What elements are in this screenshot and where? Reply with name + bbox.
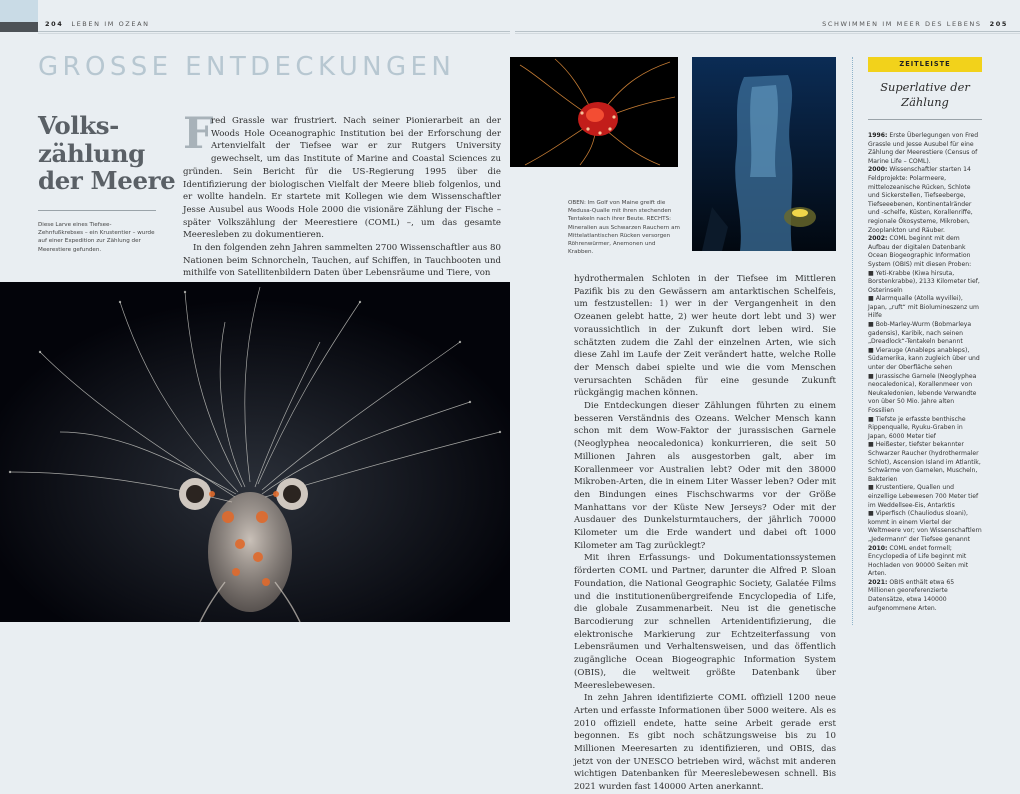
headline-line-2: zählung	[38, 138, 145, 168]
timeline-entry	[868, 484, 982, 510]
col2-paragraph-1: hydrothermalen Schloten in der Tiefsee im Mittleren Pazifik bis zu den Gewässern am antarktischen Schelfeis, um festzustellen: 1) wer in der Vergangenheit in den Ozeanen gelebt hatte, 2) wer heute dort lebt und 3) wer voraussichtlich in der Zukunft dort leben wird. Sie schätzten zudem die Zahl der einzelnen Arten, wie sich diese Zahl im Laufe der Zeit verändert hatte, welche Rolle der Mensch dabei spielte und wie die vom Menschen verursachten Schäden für eine gesunde Zukunft rückgängig machen können.	[574, 274, 836, 399]
timeline-text: Wissenschaftler starten 14 Feldprojekte: Polarmeere, mittelozeanische Rücken, Schlote und Sickerstellen, Tiefseeberge, Tiefseeebenen, Kontinentalränder und -schelfe, Küsten, Korallenriffe, regionale Ökosysteme, Mikroben, Zooplankton und Räuber.	[868, 166, 973, 234]
left-running-header: 204 LEBEN IM OZEAN	[45, 20, 150, 28]
timeline-entry	[868, 510, 982, 544]
col2-paragraph-3: Mit ihren Erfassungs- und Dokumentationssystemen förderten COML und Partner, darunter die Alfred P. Sloan Foundation, die National Geographic Society, Galatée Films und die institutionenübergreifende Encyclopedia of Life, die globale Zusammenarbeit. Neu ist die genetische Barcodierung zur schnellen Artenidentifizierung, die elektronische Markierung zur Echtzeiterfassung von Lebensräumen und Verhaltensweisen, und das öffentlich zugängliche Ocean Biogeographic Information System (OBIS), die weltweit größte Datenbank über Meereslebewesen.	[574, 553, 836, 691]
article-column-2	[574, 273, 836, 793]
timeline-entry	[868, 373, 982, 416]
timeline-text: ■ Jurassische Garnele (Neoglyphea neocaledonica), Korallenmeer von Neukaledonien, lebende Verwandte von über 50 Mio. Jahre alten Fossilien	[868, 372, 977, 414]
timeline-entry	[868, 235, 982, 269]
timeline-year: 2000:	[868, 166, 888, 174]
timeline-year: 1996:	[868, 132, 888, 139]
right-running-header: SCHWIMMEN IM MEER DES LEBENS 205	[822, 20, 1008, 28]
larva-photo	[0, 282, 510, 622]
headline-rule	[38, 210, 156, 211]
timeline-entry	[868, 270, 982, 296]
timeline-text: ■ Heißester, tiefster bekannter Schwarzer Raucher (hydrothermaler Schlot), Ascension Island im Atlantik, Schwärme von Garnelen, Muscheln, Bakterien	[868, 441, 981, 483]
timeline-list	[868, 132, 982, 624]
timeline-entry	[868, 347, 982, 373]
col1-paragraph-1: red Grassle war frustriert. Nach seiner Pionierarbeit an der Woods Hole Oceanographic Institution bei der Erforschung der Artenvielfalt der Tiefsee war er zur Rutgers University gewechselt, um das Institute of Marine and Coastal Sciences zu gründen. Sein Bericht für die US-Regierung 1995 über die Identifizierung der biologischen Vielfalt der Meere blieb folgenlos, und er wollte handeln. Er startete mit Kollegen wie dem Wissenschaftler Jesse Ausubel aus Woods Hole 2000 die visionäre Zählung der Fische – später Volkszählung der Meerestiere (COML) –, um das gesamte Meeresleben zu dokumentieren.	[183, 116, 501, 241]
timeline-text: ■ Bob-Marley-Wurm (Bobmarleya gadensis), Karibik, nach seinen „Dreadlock“-Tentakeln benannt	[868, 321, 972, 346]
timeline-text: Erste Überlegungen von Fred Grassle und Jesse Ausubel für eine Zählung der Meerestiere (Census of Marine Life – COML).	[868, 132, 979, 165]
timeline-year: 2021:	[868, 578, 888, 586]
timeline-text: ■ Viperfisch (Chauliodus sloani), kommt in einem Viertel der Weltmeere vor; von Wissenschaftlern „Jedermann“ der Tiefsee genannt	[868, 510, 982, 543]
section-title: GROSSE ENTDECKUNGEN	[38, 52, 456, 82]
timeline-text: OBIS enthält etwa 65 Millionen georeferenzierte Datensätze, etwa 140000 aufgenommene Arten.	[868, 578, 955, 612]
timeline-entry	[868, 295, 982, 321]
black-smoker-illustration	[692, 57, 836, 251]
col2-paragraph-2: Die Entdeckungen dieser Zählungen führten zu einem besseren Verständnis des Ozeans. Welcher Mensch kann schon mit dem Wow-Faktor der jurassischen Garnele (Neoglyphea neocaledonica) konkurrieren, die seit 50 Millionen Jahren als ausgestorben galt, aber im Korallenmeer vor Australien lebt? Oder mit den 38000 Mikroben-Arten, die in einem Liter Wasser leben? Oder mit den Bindungen eines Fischschwarms vor der Größe Manhattans vor der Küste New Jerseys? Oder mit der Ausdauer des Dunkelsturmtauchers, der jährlich 70000 Kilometer um die Erde wandert und dabei oft 1000 Kilometer am Tag zurücklegt?	[574, 401, 836, 551]
timeline-text: ■ Tiefste je erfasste benthische Rippenqualle, Ryuku-Graben in Japan, 6000 Meter tief	[868, 415, 966, 440]
medusa-photo	[510, 57, 678, 167]
header-rule-right	[515, 31, 1020, 32]
timeline-text: ■ Yeti-Krabbe (Kiwa hirsuta, Borstenkrabbe), 2133 Kilometer tief, Osterinseln	[868, 269, 980, 294]
timeline-entry	[868, 545, 982, 579]
timeline-year: 2010:	[868, 544, 888, 552]
timeline-entry	[868, 166, 982, 235]
left-tab-dark	[0, 22, 38, 32]
timeline-entry	[868, 132, 982, 166]
timeline-entry	[868, 579, 982, 613]
headline-line-3: der Meere	[38, 166, 176, 195]
medusa-illustration	[510, 57, 678, 167]
timeline-title: Superlative der Zählung	[880, 80, 970, 109]
timeline-text: COML beginnt mit dem Aufbau der digitalen Datenbank Ocean Biogeographic Information System (OBIS) mit diesen Proben:	[868, 235, 972, 268]
timeline-text: ■ Alarmqualle (Atolla wyvillei), Japan, „ruft“ mit Biolumineszenz um Hilfe	[868, 295, 979, 320]
timeline-entry	[868, 441, 982, 484]
headline-line-1: Volks-	[38, 111, 119, 140]
timeline-title-rule	[868, 119, 982, 120]
black-smoker-photo	[692, 57, 836, 251]
timeline-text: ■ Vierauge (Anableps anableps), Südamerika, kann zugleich über und unter der Oberfläche sehen	[868, 346, 980, 372]
header-rule-right-2	[515, 33, 1020, 34]
header-rule-left-2	[38, 33, 510, 34]
timeline-entry	[868, 321, 982, 347]
timeline-label: ZEITLEISTE	[868, 57, 982, 72]
article-headline	[38, 112, 175, 195]
dropcap: F	[183, 109, 214, 159]
larva-caption: Diese Larve eines Tiefsee-Zehnfußkrebses – ein Krustentier – wurde auf einer Expedition zur Zählung der Meerestiere gefunden.	[38, 222, 155, 253]
header-rule-left	[38, 31, 510, 32]
col1-paragraph-2: In den folgenden zehn Jahren sammelten 2700 Wissenschaftler aus 80 Nationen beim Schnorcheln, Tauchen, auf Schiffen, in Tauchbooten und mithilfe von Satellitenbildern Daten über Lebensräume und Tiere, von	[183, 243, 501, 279]
larva-illustration	[0, 282, 510, 622]
col2-paragraph-4: In zehn Jahren identifizierte COML offiziell 1200 neue Arten und erfasste Informationen über 5000 weitere. Als es 2010 offiziell endete, hatte seine Arbeit gerade erst begonnen. Es gibt noch schätzungsweise bis zu 10 Millionen Meeresarten zu identifizieren, und OBIS, das jetzt von der UNESCO betrieben wird, wächst mit anderen wichtigen Datenbanken für Meereslebewesen schnell. Bis 2021 wurden fast 140000 Arten anerkannt.	[574, 693, 836, 793]
timeline-year: 2002:	[868, 235, 888, 243]
timeline-entry	[868, 416, 982, 442]
timeline-text: ■ Krustentiere, Quallen und einzellige Lebewesen 700 Meter tief im Weddellsee-Eis, Antarktis	[868, 484, 979, 509]
photo-caption: OBEN: Im Golf von Maine greift die Medusa-Qualle mit ihren stechenden Tentakeln nach ihrer Beute. RECHTS: Mineralien aus Schwarzen Rauchern am Mittelatlantischen Rücken versorgen Röhrenwürmer, Anemonen und Krabben.	[568, 200, 681, 256]
article-column-1	[183, 109, 501, 279]
timeline-text: COML endet formell; Encyclopedia of Life beginnt mit Hochladen von 90000 Seiten mit Arten.	[868, 544, 969, 578]
timeline-separator	[852, 57, 853, 625]
